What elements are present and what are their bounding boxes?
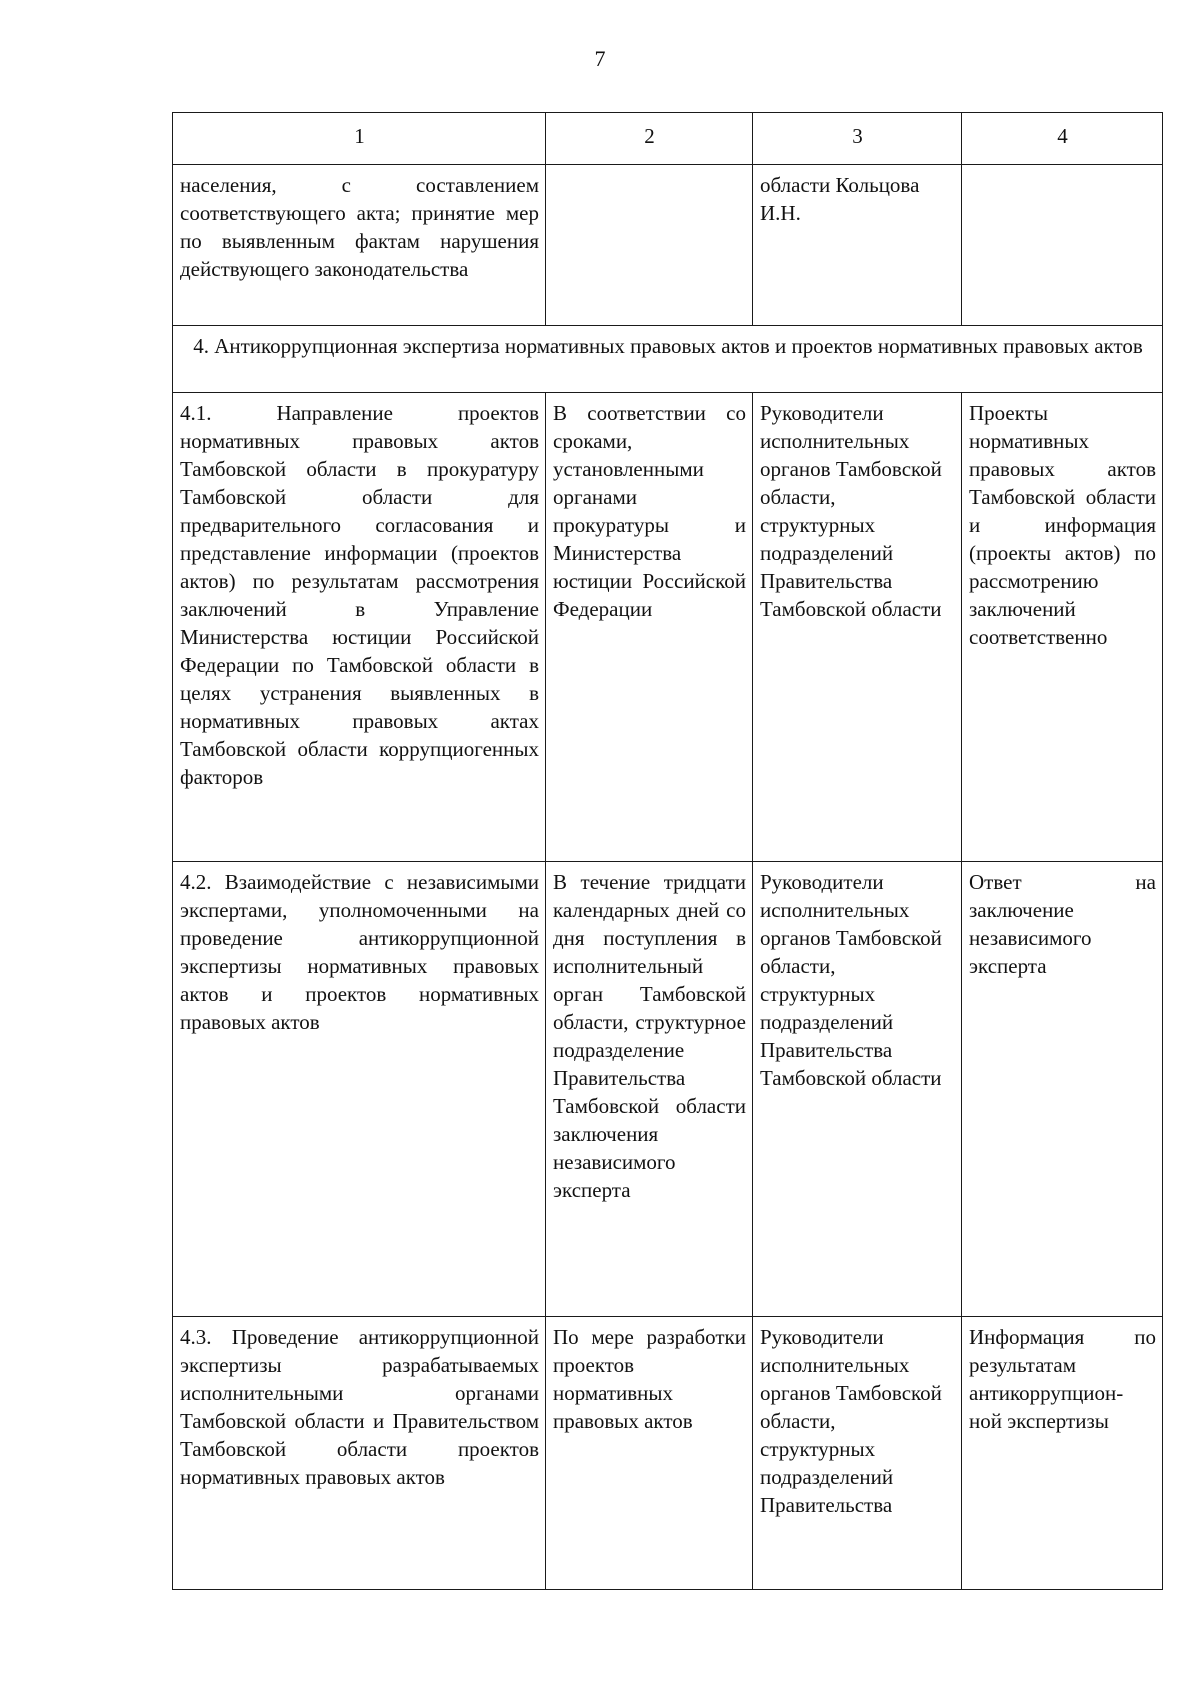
cell-deadline [546,165,753,326]
measures-table [172,112,1163,1590]
page-number: 7 [594,46,606,71]
section-4-title: 4. Антикоррупционная экспертиза нормативных правовых актов и проектов нормативных правовых актов [173,326,1163,393]
column-header-4: 4 [962,113,1163,165]
table-row-continuation [173,165,1163,326]
section-heading-row [173,326,1163,393]
cell-deadline: В соответствии со сроками, установленными органами прокуратуры и Министерства юстиции Российской Федерации [546,393,753,862]
cell-deadline: По мере разработки проектов нормативных правовых актов [546,1317,753,1590]
column-header-1: 1 [173,113,546,165]
cell-responsible: Руководители исполнительных органов Тамбовской области, структурных подразделений Правительства Тамбовской области [753,862,962,1317]
cell-responsible: области Кольцова И.Н. [753,165,962,326]
cell-deadline: В течение тридцати календарных дней со дня поступления в исполнительный орган Тамбовской области, структурное подразделение Правительства Тамбовской области заключения независимого эксперта [546,862,753,1317]
cell-measure: 4.2. Взаимодействие с независимыми экспертами, уполномоченными на проведение антикоррупционной экспертизы нормативных правовых актов и проектов нормативных правовых актов [173,862,546,1317]
cell-result: Проекты нормативных правовых актов Тамбовской области и информация (проекты актов) по рассмотрению заключений соответственно [962,393,1163,862]
cell-measure: 4.3. Проведение антикоррупционной экспертизы разрабатываемых исполнительными органами Тамбовской области и Правительством Тамбовской области проектов нормативных правовых актов [173,1317,546,1590]
column-header-3: 3 [753,113,962,165]
table-header-row [173,113,1163,165]
table-row [173,1317,1163,1590]
cell-result: Ответ на заключение независимого эксперта [962,862,1163,1317]
cell-result: Информация по результатам антикоррупцион-ной экспертизы [962,1317,1163,1590]
cell-responsible: Руководители исполнительных органов Тамбовской области, структурных подразделений Правительства [753,1317,962,1590]
cell-measure: населения, с составлением соответствующего акта; принятие мер по выявленным фактам нарушения действующего законодательства [173,165,546,326]
table-row [173,393,1163,862]
cell-measure: 4.1. Направление проектов нормативных правовых актов Тамбовской области в прокуратуру Тамбовской области для предварительного согласования и представление информации (проектов актов) по результатам рассмотрения заключений в Управление Министерства юстиции Российской Федерации по Тамбовской области в целях устранения выявленных в нормативных правовых актах Тамбовской области коррупциогенных факторов [173,393,546,862]
cell-responsible: Руководители исполнительных органов Тамбовской области, структурных подразделений Правительства Тамбовской области [753,393,962,862]
table-row [173,862,1163,1317]
column-header-2: 2 [546,113,753,165]
cell-result [962,165,1163,326]
